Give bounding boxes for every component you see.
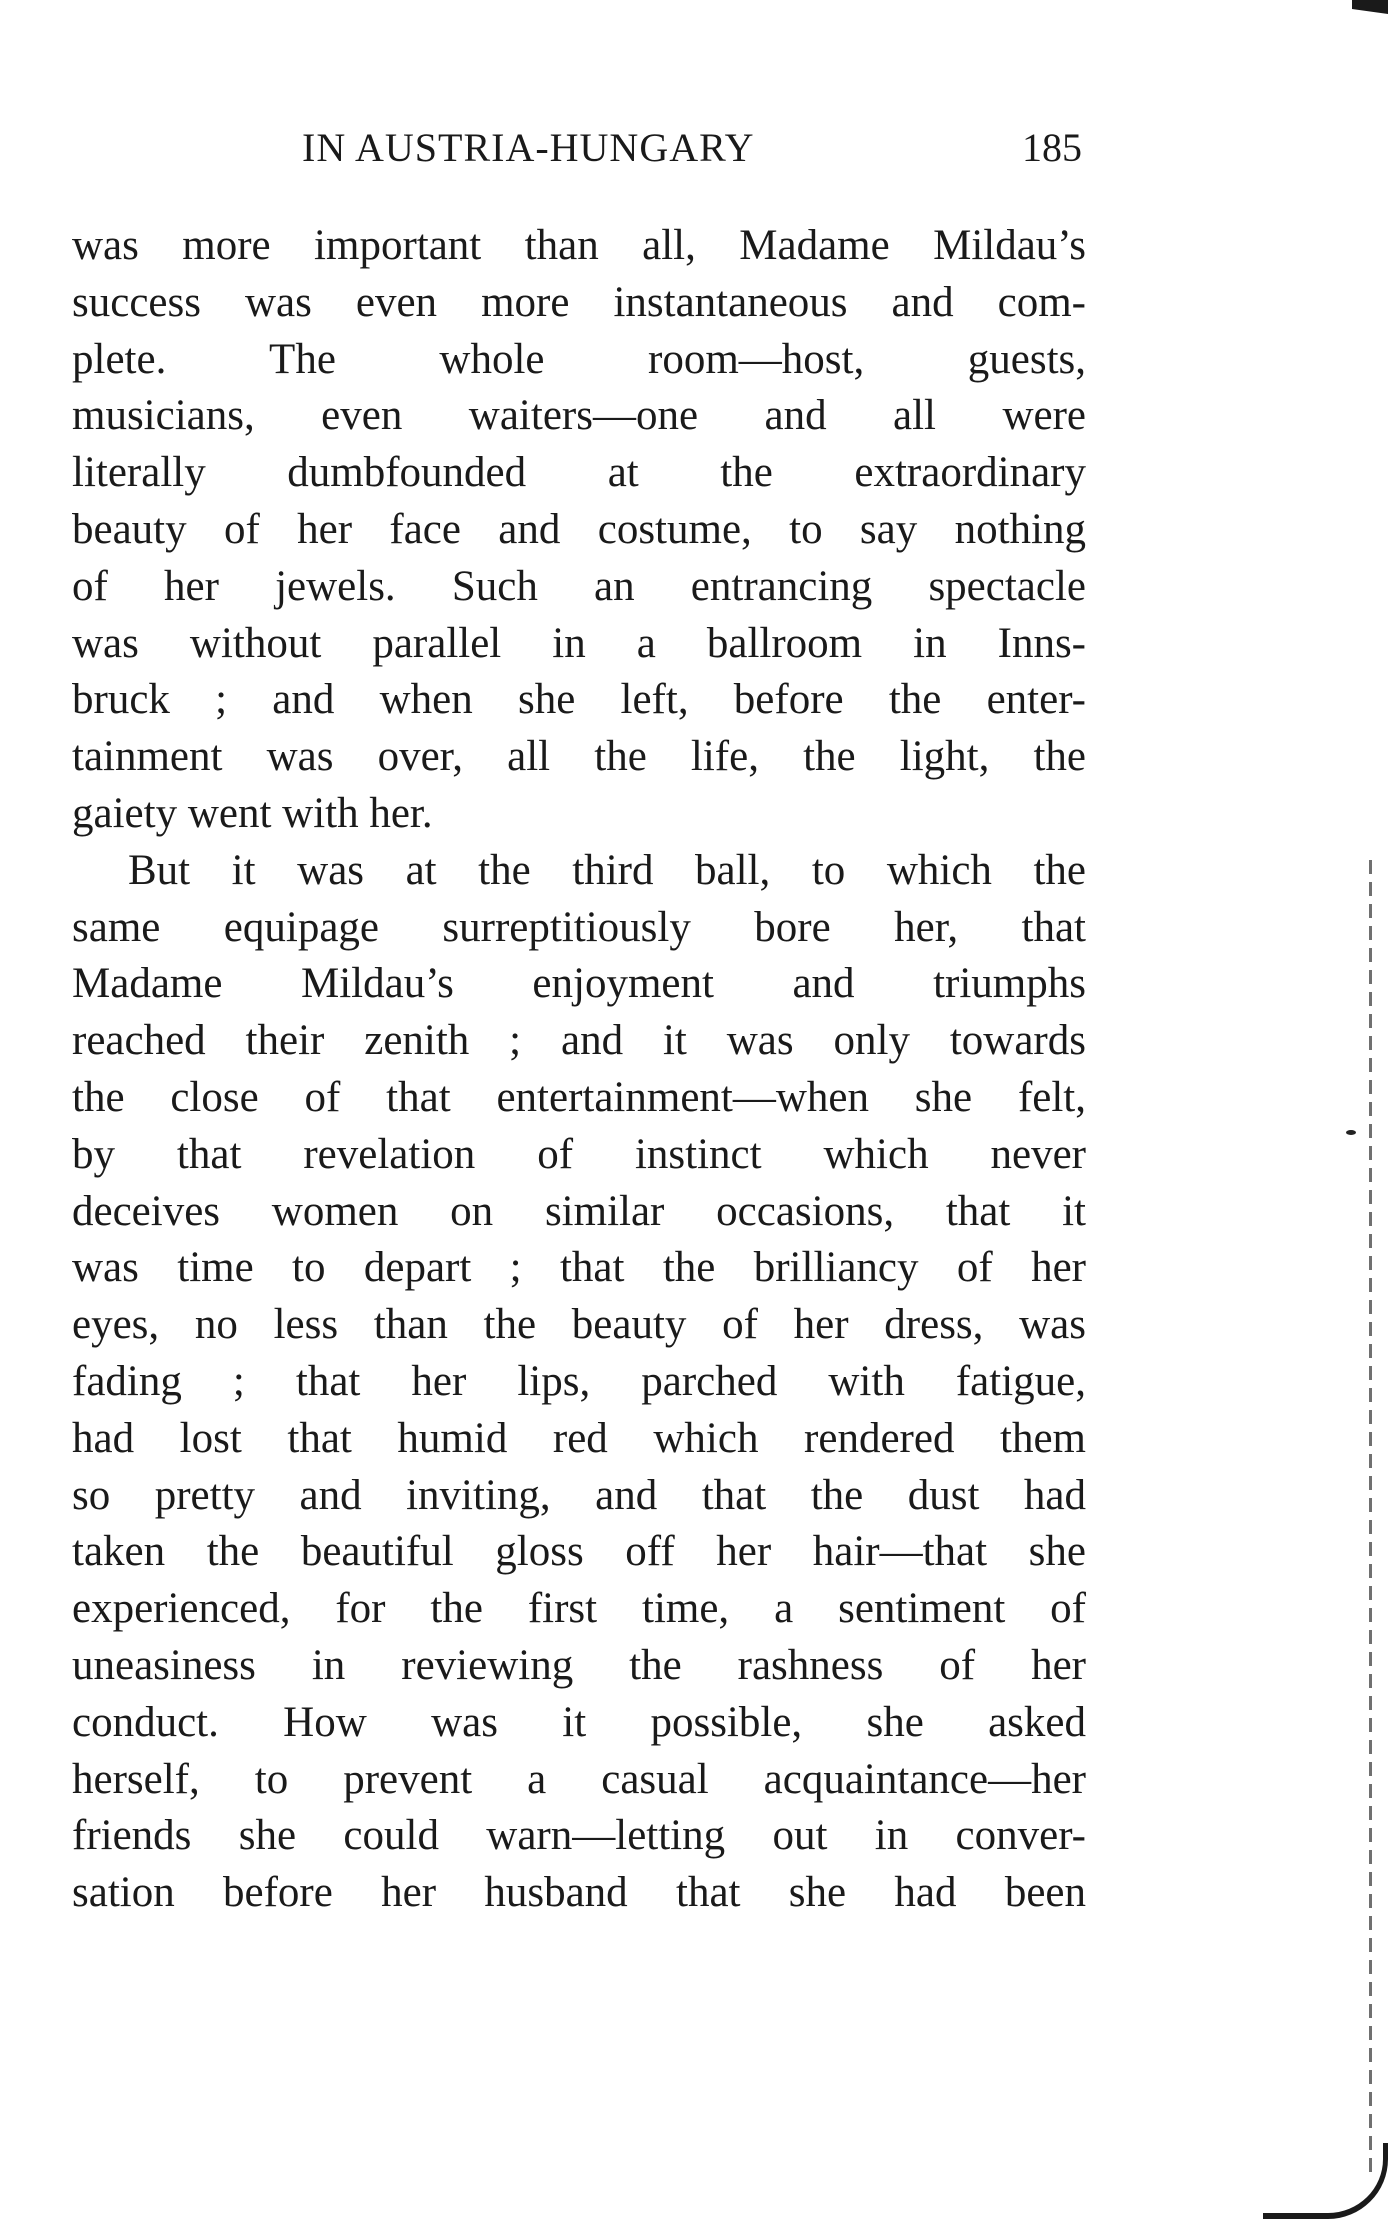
text-line: herself, to prevent a casual acquaintance—her <box>72 1755 1086 1803</box>
body-text <box>72 218 1086 1922</box>
text-line: gaiety went with her. <box>72 789 433 837</box>
text-line: friends she could warn—letting out in conver- <box>72 1812 1086 1860</box>
text-line: by that revelation of instinct which never <box>72 1130 1086 1178</box>
text-line: was without parallel in a ballroom in Inns- <box>72 619 1086 667</box>
text-line: was time to depart ; that the brilliancy of her <box>72 1244 1086 1292</box>
page-edge-shadow <box>1358 0 1388 2219</box>
text-line: plete. The whole room—host, guests, <box>72 335 1086 383</box>
text-line: success was even more instantaneous and com- <box>72 278 1086 326</box>
text-line: same equipage surreptitiously bore her, that <box>72 903 1086 951</box>
text-line: eyes, no less than the beauty of her dress, was <box>72 1301 1086 1349</box>
page-corner-mark <box>1352 0 1388 14</box>
text-line: so pretty and inviting, and that the dust had <box>72 1471 1086 1519</box>
text-line: taken the beautiful gloss off her hair—that she <box>72 1528 1086 1576</box>
text-line: But it was at the third ball, to which the <box>128 846 1086 894</box>
text-line: of her jewels. Such an entrancing spectacle <box>72 562 1086 610</box>
text-line: sation before her husband that she had been <box>72 1869 1086 1917</box>
text-line: tainment was over, all the life, the light, the <box>72 733 1086 781</box>
text-line: reached their zenith ; and it was only towards <box>72 1017 1086 1065</box>
text-line: fading ; that her lips, parched with fatigue, <box>72 1357 1086 1405</box>
ink-speck <box>1346 1130 1356 1135</box>
page-number: 185 <box>1022 125 1082 170</box>
text-line: conduct. How was it possible, she asked <box>72 1698 1086 1746</box>
text-line: had lost that humid red which rendered them <box>72 1414 1086 1462</box>
text-line: the close of that entertainment—when she felt, <box>72 1073 1086 1121</box>
text-line: was more important than all, Madame Mildau’s <box>72 222 1086 269</box>
text-line: literally dumbfounded at the extraordinary <box>72 449 1086 497</box>
binding-edge-line <box>1369 860 1372 2180</box>
text-line: experienced, for the first time, a sentiment of <box>72 1585 1086 1633</box>
text-line: Madame Mildau’s enjoyment and triumphs <box>72 960 1086 1008</box>
text-line: beauty of her face and costume, to say nothing <box>72 505 1086 553</box>
text-line: musicians, even waiters—one and all were <box>72 392 1086 440</box>
running-title: IN AUSTRIA-HUNGARY <box>302 125 755 170</box>
text-line: uneasiness in reviewing the rashness of her <box>72 1641 1086 1689</box>
text-line: deceives women on similar occasions, that it <box>72 1187 1086 1235</box>
running-head <box>72 118 1082 178</box>
text-line: bruck ; and when she left, before the enter- <box>72 676 1086 724</box>
